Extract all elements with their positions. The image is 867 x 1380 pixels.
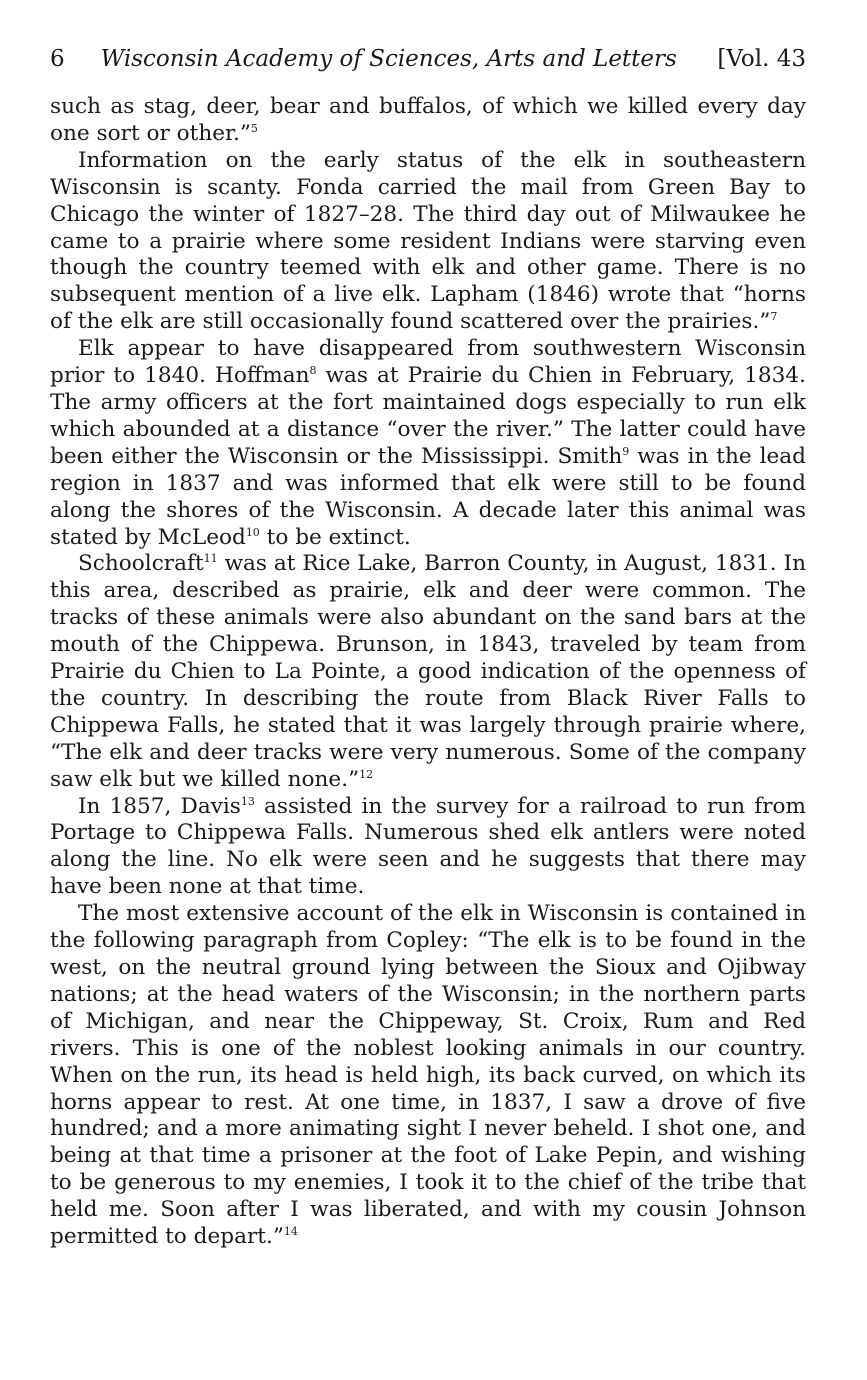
footnote-ref: 14 [283,1225,298,1239]
paragraph [50,901,806,1251]
volume-label: [Vol. 43 [717,46,806,72]
body-text [50,94,806,1251]
footnote-ref: 11 [203,552,218,566]
paragraph [50,794,806,902]
paragraph-text: Information on the early status of the elk in southeastern Wisconsin is scanty. Fonda carried the mail from Green Bay to Chicago the winter of 1827–28. The third day out of Milwaukee he came to a prairie where some resident Indians were starving even though the country teemed with elk and other game. There is no subsequent mention of a live elk. Lapham (1846) wrote that “horns of the elk are still occasionally found scattered over the prairies.” [50,147,806,335]
paragraph [50,94,806,148]
paragraph-text: Schoolcraft [78,551,204,577]
paragraph [50,336,806,551]
paragraph-text: assisted in the survey for a railroad to run from Portage to Chippewa Falls. Numerous shed elk antlers were noted along the line. No elk were seen and he suggests that there may have been none at that time. [50,793,807,900]
footnote-ref: 8 [309,364,317,378]
page [50,46,806,1251]
paragraph-text: was at Prairie du Chien in February, 1834. The army officers at the fort maintained dogs especially to run elk which abounded at a distance “over the river.” The latter could have been either the Wisconsin or the Mississippi. Smith [50,363,806,469]
footnote-ref: 9 [622,444,630,458]
footnote-ref: 5 [250,121,258,135]
paragraph-text: such as stag, deer, bear and buffalos, of which we killed every day one sort or other.” [50,94,806,146]
running-head [50,46,806,82]
footnote-ref: 10 [245,525,260,539]
journal-title: Wisconsin Academy of Sciences, Arts and Letters [100,46,677,72]
paragraph-text: to be extinct. [259,524,411,550]
footnote-ref: 7 [770,310,778,324]
paragraph [50,551,806,793]
paragraph [50,148,806,336]
paragraph-text: Elk appear to have disappeared from southwestern Wisconsin prior to 1840. Hoffman [50,336,806,389]
paragraph-text: was at Rice Lake, Barron County, in August, 1831. In this area, described as prairie, elk and deer were common. The tracks of these animals were also abundant on the sand bars at the mouth of the Chippewa. Brunson, in 1843, traveled by team from Prairie du Chien to La Pointe, a good indication of the openness of the country. In describing the route from Black River Falls to Chippewa Falls, he stated that it was largely through prairie where, “The elk and deer tracks were very numerous. Some of the company saw elk but we killed none.” [50,551,806,792]
paragraph-text: was in the lead region in 1837 and was informed that elk were still to be found along the shores of the Wisconsin. A decade later this animal was stated by McLeod [50,443,806,550]
footnote-ref: 13 [240,794,255,808]
footnote-ref: 12 [359,767,374,781]
paragraph-text: In 1857, Davis [78,793,241,819]
page-number: 6 [50,46,65,72]
paragraph-text: The most extensive account of the elk in Wisconsin is contained in the following paragraph from Copley: “The elk is to be found in the west, on the neutral ground lying between the Sioux and Ojibway nations; at the head waters of the Wisconsin; in the northern parts of Michigan, and near the Chippeway, St. Croix, Rum and Red rivers. This is one of the noblest looking animals in our country. When on the run, its head is held high, its back curved, on which its horns appear to rest. At one time, in 1837, I saw a drove of five hundred; and a more animating sight I never beheld. I shot one, and being at that time a prisoner at the foot of Lake Pepin, and wishing to be generous to my enemies, I took it to the chief of the tribe that held me. Soon after I was liberated, and with my cousin Johnson permitted to depart.” [50,901,806,1250]
